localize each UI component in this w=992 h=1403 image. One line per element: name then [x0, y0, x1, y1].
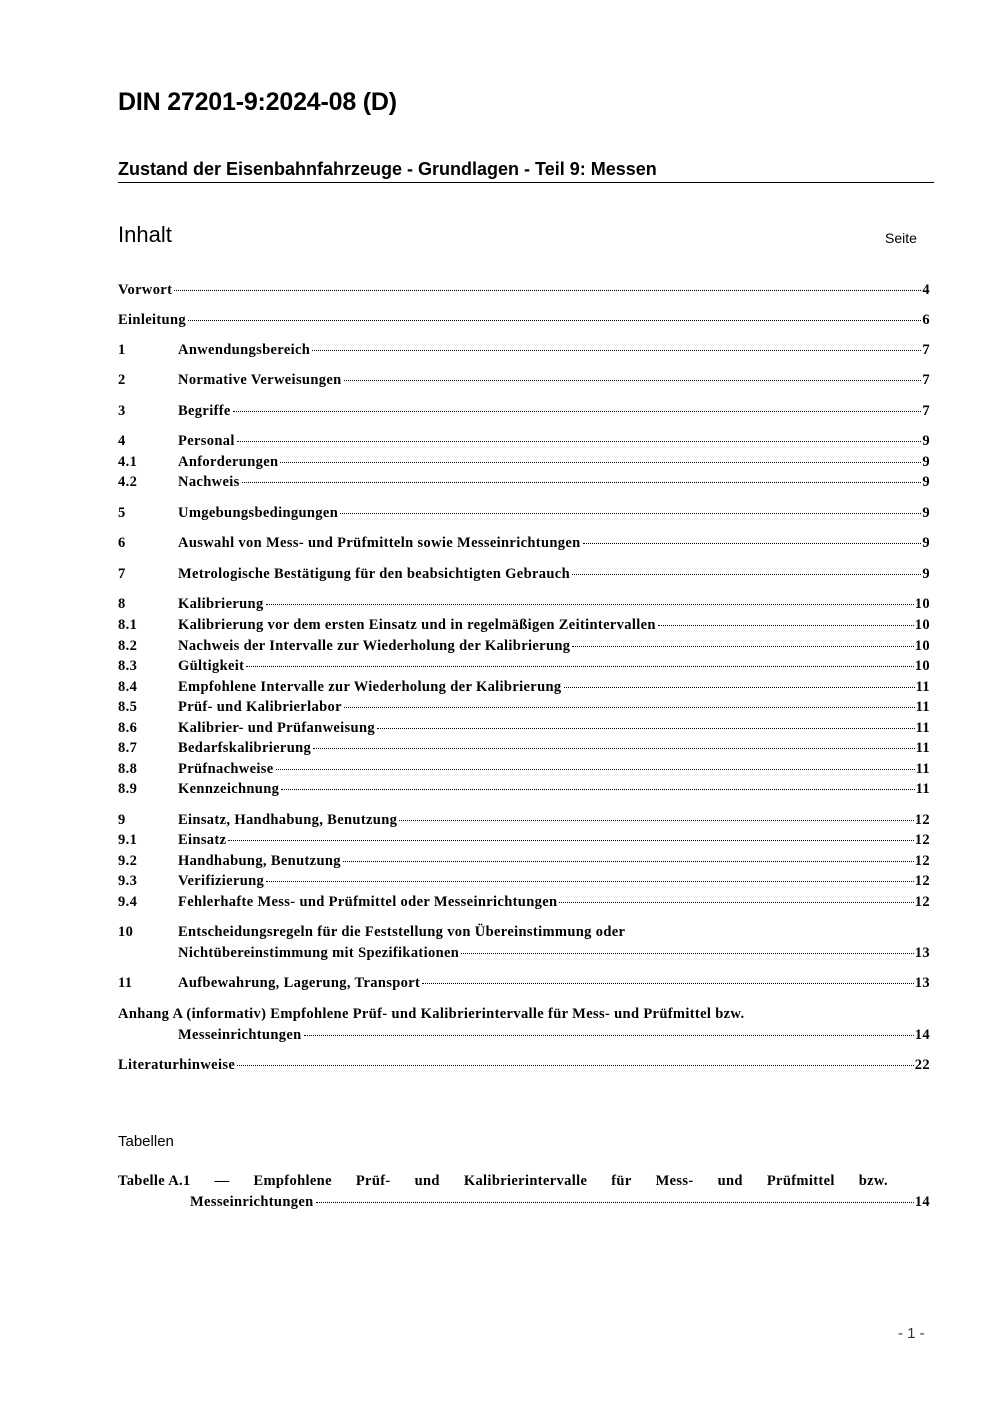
- toc-entry-number: 8.4: [118, 679, 138, 695]
- toc-entry-number: 4: [118, 433, 126, 449]
- toc-leader-dots: [344, 380, 922, 381]
- toc-entry-number: 5: [118, 505, 126, 521]
- toc-entry-title: Fehlerhafte Mess- und Prüfmittel oder Messeinrichtungen: [178, 894, 558, 910]
- toc-entry-number: 9: [118, 812, 126, 828]
- toc-entry-page: 10: [914, 638, 930, 654]
- toc-entry-annex-a-continuation[interactable]: [178, 1025, 930, 1045]
- toc-entry-title: Einsatz, Handhabung, Benutzung: [178, 812, 398, 828]
- toc-entry-page: 6: [922, 312, 930, 328]
- toc-entry-number: 2: [118, 372, 126, 388]
- toc-entry-page: 11: [915, 761, 930, 777]
- toc-entry-page: 9: [922, 474, 930, 490]
- toc-entry-page: 12: [914, 853, 930, 869]
- toc-leader-dots: [304, 1035, 914, 1036]
- toc-entry-4-1[interactable]: [118, 452, 930, 472]
- toc-entry-page: 10: [914, 658, 930, 674]
- toc-entry-page: 9: [922, 454, 930, 470]
- toc-leader-dots: [422, 983, 914, 984]
- toc-entry-page: 13: [914, 975, 930, 991]
- toc-entry-number: 8.6: [118, 720, 138, 736]
- toc-entry-8[interactable]: [118, 594, 930, 614]
- toc-entry-title: Normative Verweisungen: [178, 372, 342, 388]
- toc-entry-10-continuation[interactable]: [178, 943, 930, 963]
- toc-entry-page: 7: [922, 372, 930, 388]
- toc-entry-10[interactable]: [118, 922, 930, 942]
- toc-leader-dots: [658, 625, 914, 626]
- toc-leader-dots: [233, 411, 922, 412]
- toc-entry-title: Entscheidungsregeln für die Feststellung von Übereinstimmung oder: [178, 924, 626, 940]
- table-entry-word: —: [214, 1173, 230, 1189]
- toc-entry-title: Empfohlene Intervalle zur Wiederholung der Kalibrierung: [178, 679, 562, 695]
- table-entry-word: Kalibrierintervalle: [463, 1173, 588, 1189]
- toc-entry-page: 9: [922, 505, 930, 521]
- toc-entry-title: Vorwort: [118, 282, 173, 298]
- toc-entry-page: 11: [915, 699, 930, 715]
- toc-entry-page: 7: [922, 342, 930, 358]
- toc-entry-title: Anwendungsbereich: [178, 342, 311, 358]
- toc-entry-9[interactable]: [118, 810, 930, 830]
- toc-entry-page: 11: [915, 679, 930, 695]
- toc-entry-title: Metrologische Bestätigung für den beabsichtigten Gebrauch: [178, 566, 570, 582]
- toc-entry-4[interactable]: [118, 431, 930, 451]
- toc-entry-title: Kalibrier- und Prüfanweisung: [178, 720, 375, 736]
- toc-entry-8-8[interactable]: [118, 759, 930, 779]
- toc-entry-9-2[interactable]: [118, 851, 930, 871]
- toc-leader-dots: [583, 543, 922, 544]
- toc-entry-5[interactable]: [118, 503, 930, 523]
- toc-entry-number: 8.3: [118, 658, 138, 674]
- toc-leader-dots: [266, 604, 914, 605]
- toc-leader-dots: [280, 462, 921, 463]
- toc-entry-8-6[interactable]: [118, 718, 930, 738]
- toc-entry-8-4[interactable]: [118, 677, 930, 697]
- toc-entry-7[interactable]: [118, 564, 930, 584]
- toc-entry-bibliography[interactable]: [118, 1055, 930, 1075]
- table-entry-a1[interactable]: [118, 1171, 888, 1191]
- toc-entry-title: Prüfnachweise: [178, 761, 274, 777]
- toc-entry-title: Personal: [178, 433, 235, 449]
- table-entry-word: bzw.: [858, 1173, 888, 1189]
- toc-entry-title: Verifizierung: [178, 873, 265, 889]
- toc-entry-number: 8.1: [118, 617, 138, 633]
- toc-leader-dots: [242, 482, 922, 483]
- toc-entry-title: Einsatz: [178, 832, 227, 848]
- toc-entry-title: Nachweis der Intervalle zur Wiederholung der Kalibrierung: [178, 638, 571, 654]
- toc-entry-title: Auswahl von Mess- und Prüfmitteln sowie Messeinrichtungen: [178, 535, 581, 551]
- toc-leader-dots: [237, 1065, 914, 1066]
- toc-entry-title: Umgebungsbedingungen: [178, 505, 339, 521]
- toc-entry-number: 4.2: [118, 474, 138, 490]
- toc-entry-number: 11: [118, 975, 133, 991]
- table-entry-word: und: [717, 1173, 743, 1189]
- toc-leader-dots: [246, 666, 913, 667]
- toc-entry-3[interactable]: [118, 401, 930, 421]
- tables-heading: Tabellen: [118, 1133, 174, 1150]
- toc-leader-dots: [276, 769, 915, 770]
- toc-heading: Inhalt: [118, 222, 172, 247]
- toc-entry-page: 13: [914, 945, 930, 961]
- toc-leader-dots: [316, 1202, 914, 1203]
- toc-entry-title: Anforderungen: [178, 454, 279, 470]
- toc-leader-dots: [188, 320, 921, 321]
- toc-entry-number: 3: [118, 403, 126, 419]
- toc-leader-dots: [344, 707, 915, 708]
- toc-entry-6[interactable]: [118, 533, 930, 553]
- toc-entry-9-1[interactable]: [118, 830, 930, 850]
- toc-leader-dots: [572, 574, 921, 575]
- toc-entry-9-3[interactable]: [118, 871, 930, 891]
- toc-entry-8-1[interactable]: [118, 615, 930, 635]
- toc-entry-8-3[interactable]: [118, 656, 930, 676]
- toc-entry-title: Literaturhinweise: [118, 1057, 236, 1073]
- toc-leader-dots: [461, 953, 914, 954]
- toc-entry-title: Anhang A (informativ) Empfohlene Prüf- und Kalibrierintervalle für Mess- und Prüfmittel bzw.: [118, 1006, 745, 1022]
- toc-entry-page: 10: [914, 617, 930, 633]
- toc-entry-title-continued: Messeinrichtungen: [178, 1027, 302, 1043]
- toc-entry-number: 8.5: [118, 699, 138, 715]
- toc-entry-number: 8.2: [118, 638, 138, 654]
- toc-entry-title: Kalibrierung: [178, 596, 264, 612]
- toc-leader-dots: [312, 350, 921, 351]
- toc-entry-page: 9: [922, 566, 930, 582]
- toc-entry-title: Prüf- und Kalibrierlabor: [178, 699, 342, 715]
- toc-entry-einleitung[interactable]: [118, 310, 930, 330]
- toc-entry-8-5[interactable]: [118, 697, 930, 717]
- toc-leader-dots: [237, 441, 922, 442]
- toc-entry-title: Kalibrierung vor dem ersten Einsatz und in regelmäßigen Zeitintervallen: [178, 617, 656, 633]
- toc-entry-number: 1: [118, 342, 126, 358]
- toc-entry-number: 8.9: [118, 781, 138, 797]
- table-entry-page: 14: [914, 1194, 930, 1210]
- toc-entry-page: 14: [914, 1027, 930, 1043]
- toc-entry-9-4[interactable]: [118, 892, 930, 912]
- page-column-label: Seite: [885, 230, 917, 246]
- toc-entry-number: 4.1: [118, 454, 138, 470]
- toc-entry-number: 9.1: [118, 832, 138, 848]
- table-entry-word: Prüfmittel: [766, 1173, 835, 1189]
- toc-entry-8-2[interactable]: [118, 636, 930, 656]
- toc-entry-1[interactable]: [118, 340, 930, 360]
- toc-entry-title: Begriffe: [178, 403, 231, 419]
- toc-entry-page: 12: [914, 873, 930, 889]
- toc-entry-vorwort[interactable]: [118, 280, 930, 300]
- toc-entry-page: 12: [914, 832, 930, 848]
- toc-entry-title: Aufbewahrung, Lagerung, Transport: [178, 975, 421, 991]
- toc-entry-page: 7: [922, 403, 930, 419]
- toc-leader-dots: [399, 820, 914, 821]
- toc-entry-number: 6: [118, 535, 126, 551]
- table-entry-word: Tabelle A.1: [118, 1173, 191, 1189]
- toc-entry-page: 9: [922, 535, 930, 551]
- toc-entry-annex-a[interactable]: [118, 1004, 930, 1024]
- table-entry-a1-continuation[interactable]: [190, 1192, 930, 1212]
- toc-leader-dots: [343, 861, 914, 862]
- toc-leader-dots: [281, 789, 914, 790]
- document-subtitle: Zustand der Eisenbahnfahrzeuge - Grundlagen - Teil 9: Messen: [118, 158, 934, 183]
- toc-entry-2[interactable]: [118, 370, 930, 390]
- toc-entry-page: 4: [922, 282, 930, 298]
- toc-entry-title: Kennzeichnung: [178, 781, 280, 797]
- toc-leader-dots: [266, 881, 914, 882]
- toc-entry-page: 11: [915, 740, 930, 756]
- toc-entry-page: 11: [915, 781, 930, 797]
- table-entry-word: Mess-: [655, 1173, 694, 1189]
- toc-leader-dots: [572, 646, 913, 647]
- toc-entry-number: 8.8: [118, 761, 138, 777]
- toc-leader-dots: [340, 513, 921, 514]
- toc-entry-title: Handhabung, Benutzung: [178, 853, 341, 869]
- toc-entry-page: 10: [914, 596, 930, 612]
- toc-entry-page: 9: [922, 433, 930, 449]
- table-entry-word: für: [611, 1173, 632, 1189]
- document-title: DIN 27201-9:2024-08 (D): [118, 88, 397, 116]
- toc-entry-title: Bedarfskalibrierung: [178, 740, 312, 756]
- toc-entry-number: 9.4: [118, 894, 138, 910]
- toc-entry-number: 9.2: [118, 853, 138, 869]
- toc-entry-number: 8.7: [118, 740, 138, 756]
- toc-leader-dots: [174, 290, 921, 291]
- toc-leader-dots: [313, 748, 914, 749]
- toc-entry-page: 22: [914, 1057, 930, 1073]
- toc-entry-title: Nachweis: [178, 474, 240, 490]
- toc-entry-title-continued: Nichtübereinstimmung mit Spezifikationen: [178, 945, 460, 961]
- toc-entry-title: Einleitung: [118, 312, 186, 328]
- toc-entry-number: 7: [118, 566, 126, 582]
- toc-entry-8-9[interactable]: [118, 779, 930, 799]
- table-entry-title-continued: Messeinrichtungen: [190, 1194, 314, 1210]
- toc-entry-8-7[interactable]: [118, 738, 930, 758]
- table-entry-word: und: [414, 1173, 440, 1189]
- toc-entry-number: 8: [118, 596, 126, 612]
- toc-entry-page: 12: [914, 894, 930, 910]
- toc-entry-number: 10: [118, 924, 134, 940]
- table-entry-word: Empfohlene: [253, 1173, 332, 1189]
- toc-entry-4-2[interactable]: [118, 472, 930, 492]
- toc-entry-number: 9.3: [118, 873, 138, 889]
- toc-leader-dots: [559, 902, 913, 903]
- page-number: - 1 -: [898, 1325, 925, 1342]
- toc-entry-page: 11: [915, 720, 930, 736]
- table-entry-word: Prüf-: [355, 1173, 391, 1189]
- toc-entry-title: Gültigkeit: [178, 658, 245, 674]
- toc-leader-dots: [377, 728, 915, 729]
- toc-leader-dots: [564, 687, 915, 688]
- toc-leader-dots: [228, 840, 913, 841]
- toc-entry-page: 12: [914, 812, 930, 828]
- toc-entry-11[interactable]: [118, 973, 930, 993]
